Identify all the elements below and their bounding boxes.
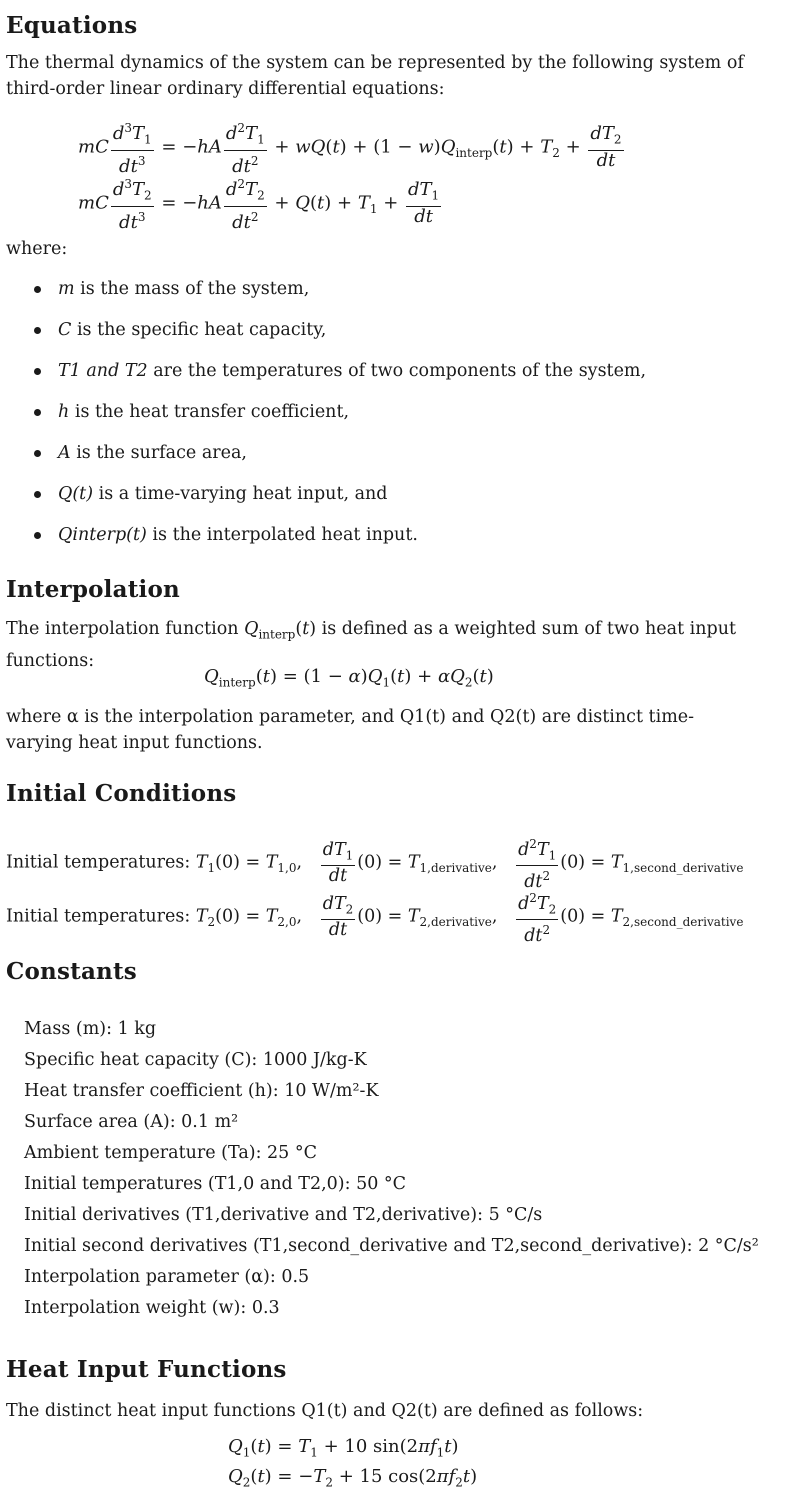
list-item: Ambient temperature (Ta): 25 °C [24,1143,318,1163]
heading-interpolation: Interpolation [6,576,180,603]
equation-2: mC $\frac{d^3T_2}{dt^3}$ = −hA $\frac{d^2T_2}{dt^2}$ + $Q(t) + T_1$ + $\frac{dT_1}{dt}$ [78,174,443,233]
equation-1: mC $\frac{d^3T_1}{dt^3}$ = −hA $\frac{d^2T_1}{dt^2}$ + $wQ(t) + (1 - w)Q_{interp}(t) + T_2$ + $\frac{dT_2}{dt}$ [78,118,626,177]
list-item: Initial temperatures (T1,0 and T2,0): 50 °C [24,1174,407,1194]
list-item: A is the surface area, [34,440,646,481]
interpolation-equation: $Q_{interp}(t) = (1 - \alpha)Q_1(t) + \alpha Q_2(t)$ [204,666,494,690]
list-item: Qinterp(t) is the interpolated heat input. [34,522,646,563]
heading-heat-input-functions: Heat Input Functions [6,1356,287,1383]
symbol: Q(t) [58,484,94,504]
symbol: h [58,402,70,422]
heat-equation-q1: $Q_1(t) = T_1 + 10$ $\sin(2\pi f_1t)$ [228,1436,459,1460]
interpolation-note: where α is the interpolation parameter, and Q1(t) and Q2(t) are distinct time-varying heat input functions. [6,707,695,753]
list-item: Initial derivatives (T1,derivative and T2,derivative): 5 °C/s [24,1205,543,1225]
heading-constants: Constants [6,958,137,985]
constants-list [24,1016,759,1326]
heading-equations: Equations [6,12,138,39]
heat-equation-q2: $Q_2(t) = -T_2 + 15$ $\cos(2\pi f_2t)$ [228,1466,478,1490]
list-item: Initial second derivatives (T1,second_derivative and T2,second_derivative): 2 °C/s² [24,1236,759,1256]
symbol: m [58,279,75,299]
symbol: T1 and T2 [58,361,148,381]
interpolation-intro: The interpolation function $Q_{interp}(t)$ is defined as a weighted sum of two heat input functions: [6,619,737,671]
symbol: A [58,443,71,463]
heat-input-intro: The distinct heat input functions Q1(t) and Q2(t) are defined as follows: [6,1401,644,1421]
list-item: h is the heat transfer coefficient, [34,399,646,440]
list-item: Specific heat capacity (C): 1000 J/kg-K [24,1050,367,1070]
initial-row-1: Initial temperatures: $T_1(0) = T_{1,0}$, $\frac{dT_1}{dt}$ $(0) = T_{1,derivative}$, $\frac{d^2T_1}{dt^2}$ $(0) = T_{1,second\_derivative}$ [6,834,743,892]
list-item: Heat transfer coefficient (h): 10 W/m²-K [24,1081,379,1101]
where-label: where: [6,239,68,259]
list-item: C is the specific heat capacity, [34,317,646,358]
list-item: Surface area (A): 0.1 m² [24,1112,239,1132]
initial-row-2: Initial temperatures: $T_2(0) = T_{2,0}$, $\frac{dT_2}{dt}$ $(0) = T_{2,derivative}$, $\frac{d^2T_2}{dt^2}$ $(0) = T_{2,second\_derivative}$ [6,888,743,946]
symbol-list [34,276,646,563]
list-item: Interpolation parameter (α): 0.5 [24,1267,310,1287]
list-item: Interpolation weight (w): 0.3 [24,1298,280,1318]
symbol: C [58,320,72,340]
symbol: Qinterp(t) [58,525,147,545]
list-item: T1 and T2 are the temperatures of two components of the system, [34,358,646,399]
list-item: Mass (m): 1 kg [24,1019,157,1039]
list-item: Q(t) is a time-varying heat input, and [34,481,646,522]
list-item: m is the mass of the system, [34,276,646,317]
heading-initial-conditions: Initial Conditions [6,780,237,807]
equations-intro: The thermal dynamics of the system can be represented by the following system of third-order linear ordinary differential equations: [6,53,744,99]
